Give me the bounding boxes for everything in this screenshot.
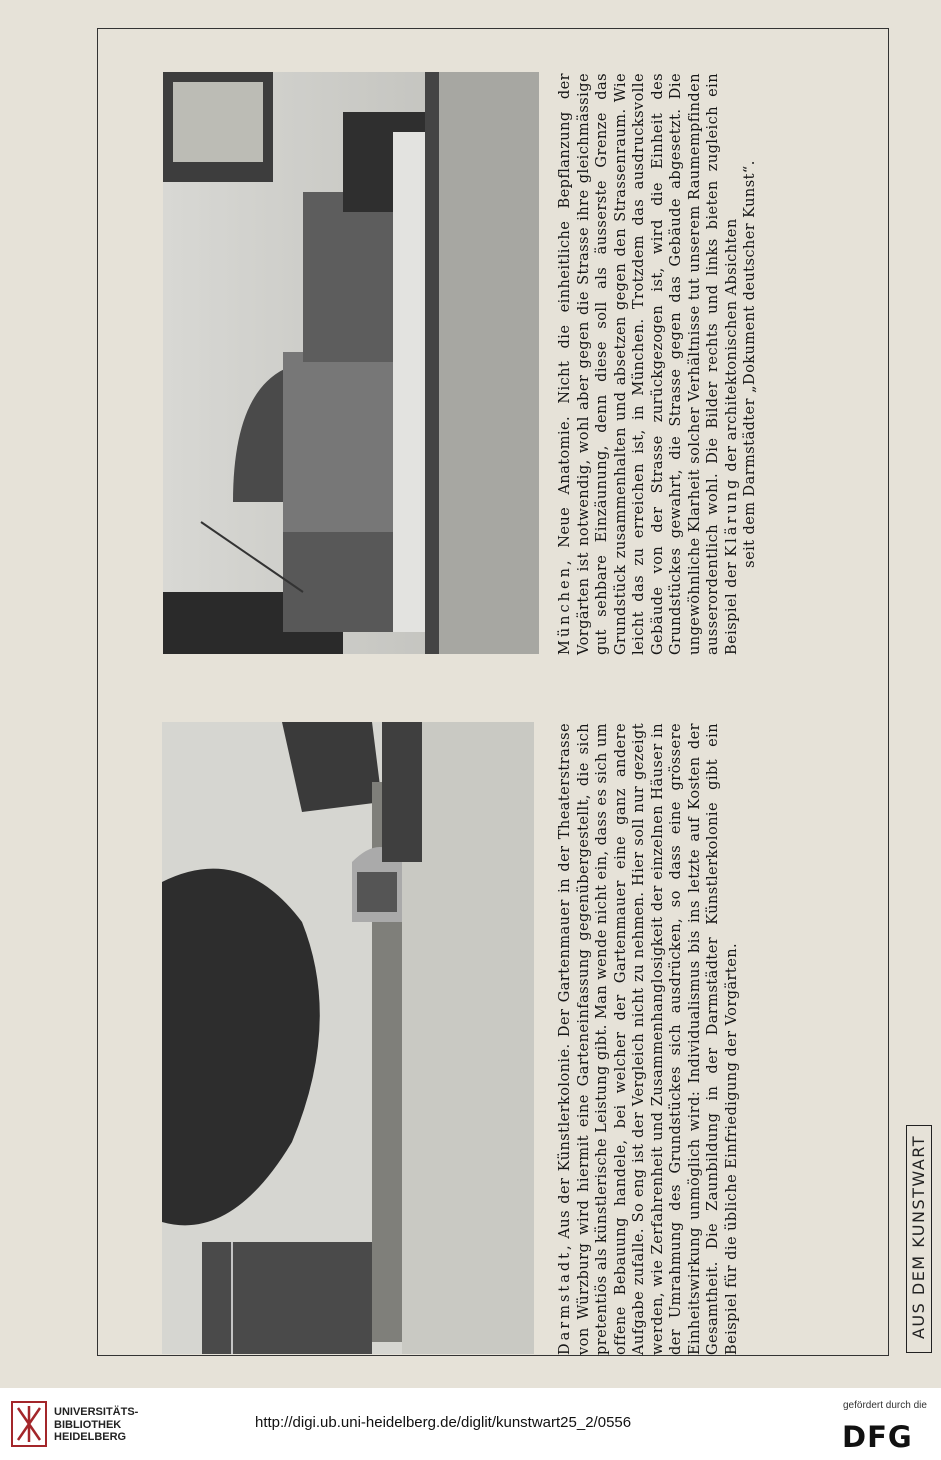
side-label-text: AUS DEM KUNSTWART (909, 1135, 928, 1340)
caption-muenchen-text-a: , Neue Anatomie. Nicht die einheitliche Bepflanzung der Vorgärten ist notwendig, wohl aber gegen die Strasse ihre gleichmässige gut sehbare Einzäunung, denn diese soll als äusserste Grenze das Grundstück zusammenhalten und absetzen gegen den Strassenraum. Wie leicht das zu erreichen ist, in München. Trotzdem das ausdrucksvolle Gebäude von der Strasse zurückgezogen ist, wird die Einheit des Grundstückes gewahrt, die Strasse gegen das Gebäude abgesetzt. Die ungewöhnliche Klarheit solcher Verhältnisse tut unserem Raumempfinden ausserordentlich wohl. Die Bilder rechts und links bieten zugleich ein Beispiel der (557, 73, 740, 655)
caption-muenchen (556, 73, 760, 655)
university-line-2: BIBLIOTHEK (54, 1418, 122, 1431)
caption-darmstadt-text: , Aus der Künstlerkolonie. Der Gartenmauer in der Theaterstrasse von Würzburg wird hiermit eine Garteneinfassung gegenübergestellt, die sich pretentiös als künstlerische Leistung gibt. Man wende nicht ein, dass es sich um offene Bebauung handele, bei welcher der Gartenmauer eine ganz andere Aufgabe zufalle. So eng ist der Vergleich nicht zu nehmen. Hier soll nur gezeigt werden, wie Zerfahrenheit und Zusammenhanglosigkeit der einzelnen Häuser in der Umrahmung des Grundstückes sich ausdrücken, so dass eine grössere Einheitswirkung unmöglich wird: Individualismus bis ins letzte auf Kosten der Gesamtheit. Die Zaunbildung in der Darmstädter Künstlerkolonie gibt ein Beispiel für die übliche Einfriedigung der Vorgärten. (557, 723, 740, 1355)
dfg-logo: DFG (842, 1420, 913, 1454)
caption-muenchen-text-b: der architektonischen Absichten (723, 218, 740, 477)
photo-muenchen-image (163, 72, 539, 654)
university-line-1: UNIVERSITÄTS- (54, 1406, 139, 1418)
caption-muenchen-last-line: seit dem Darmstädter „Dokument deutscher Kunst“. (742, 160, 758, 568)
university-name (54, 1406, 138, 1444)
caption-muenchen-place: München (557, 565, 573, 655)
side-label-box (906, 1125, 932, 1353)
photo-muenchen-anatomie (163, 72, 539, 654)
caption-darmstadt (556, 723, 741, 1355)
photo-darmstadt-image (162, 722, 534, 1354)
caption-muenchen-emphasis: Klärung (723, 476, 740, 557)
source-url-link[interactable]: http://digi.ub.uni-heidelberg.de/diglit/kunstwart25_2/0556 (255, 1414, 632, 1431)
university-seal-icon (10, 1400, 48, 1448)
funding-note: gefördert durch die (843, 1400, 927, 1411)
caption-darmstadt-place: Darmstadt (557, 1250, 573, 1355)
university-line-3: HEIDELBERG (54, 1431, 127, 1443)
photo-darmstadt (162, 722, 534, 1354)
